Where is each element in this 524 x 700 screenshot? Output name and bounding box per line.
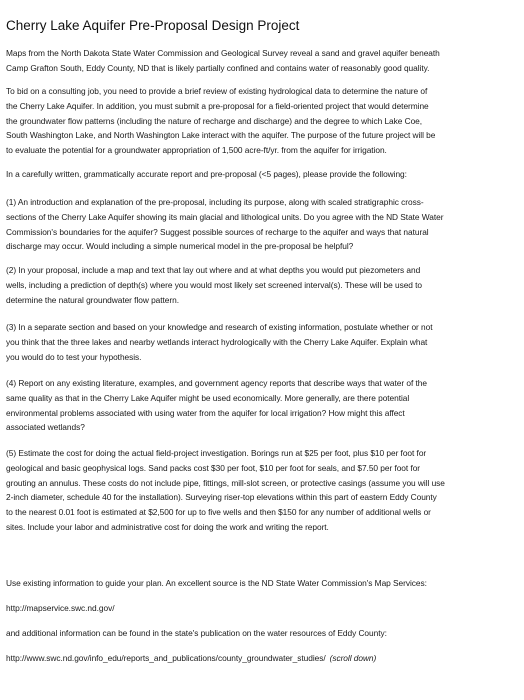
text-line: the Cherry Lake Aquifer. In addition, you must submit a pre-proposal for a field-oriented project that would determine xyxy=(6,100,429,111)
text-line: (2) In your proposal, include a map and text that lay out where and at what depths you would put piezometers and xyxy=(6,265,421,275)
text-line: associated wetlands? xyxy=(6,422,85,433)
text-line: (3) In a separate section and based on your knowledge and research of existing information, postulate whether or not xyxy=(6,322,433,332)
page-title: Cherry Lake Aquifer Pre-Proposal Design Project xyxy=(6,18,300,33)
text-line: grouting an annulus. These costs do not include pipe, fittings, mill-slot screen, or protective casings (assume you will use xyxy=(6,477,445,488)
text-line: (4) Report on any existing literature, examples, and government agency reports that describe ways that water of the xyxy=(6,378,427,388)
text-line: Use existing information to guide your plan. An excellent source is the ND State Water Commission's Map Services: xyxy=(6,578,427,588)
text-line: to the nearest 0.01 foot is estimated at $2,500 for up to five wells and then $150 for any number of additional wells or xyxy=(6,507,431,518)
text-line: In a carefully written, grammatically accurate report and pre-proposal (<5 pages), please provide the following: xyxy=(6,169,407,179)
text-line: wells, including a prediction of depth(s) where you would most likely set screened interval(s). These will be used to xyxy=(6,279,423,290)
document-page xyxy=(6,0,522,700)
scroll-down-note: (scroll down) xyxy=(329,653,377,663)
item-1-paragraph xyxy=(6,195,518,254)
text-line: South Washington Lake, and North Washington Lake interact with the aquifer. The purpose of the future project will be xyxy=(6,130,436,141)
text-line: you think that the three lakes and nearby wetlands interact hydrologically with the Cherry Lake Aquifer. Explain what xyxy=(6,336,428,347)
text-line: sections of the Cherry Lake Aquifer showing its main glacial and lithological units. Do you agree with the ND State Water xyxy=(6,211,444,222)
text-line: sites. Include your labor and administrative cost for doing the work and writing the report. xyxy=(6,521,329,532)
text-line: Maps from the North Dakota State Water Commission and Geological Survey reveal a sand and gravel aquifer beneath xyxy=(6,48,440,58)
item-3-paragraph xyxy=(6,320,518,364)
text-line: you would do to test your hypothesis. xyxy=(6,351,142,362)
text-line: geological and basic geophysical logs. Sand packs cost $30 per foot, $10 per foot for seals, and $7.50 per foot for xyxy=(6,462,421,473)
text-line: Camp Grafton South, Eddy County, ND that is likely partially confined and contains water of reasonably good quality. xyxy=(6,62,430,73)
item-2-paragraph xyxy=(6,263,518,307)
text-line: discharge may occur. Would including a simple numerical model in the pre-proposal be helpful? xyxy=(6,241,354,252)
text-line: environmental problems associated with using water from the aquifer for local irrigation? How might this affect xyxy=(6,407,405,418)
bid-paragraph xyxy=(6,84,518,158)
text-line: (5) Estimate the cost for doing the actual field-project investigation. Borings run at $25 per foot, plus $10 per foot for xyxy=(6,448,427,458)
resources-intro xyxy=(6,576,518,591)
text-line: and additional information can be found in the state's publication on the water resources of Eddy County: xyxy=(6,628,387,638)
item-5-paragraph xyxy=(6,446,518,535)
resources-more xyxy=(6,626,518,641)
text-line: 2-inch diameter, schedule 40 for the installation). Surveying riser-top elevations within this part of eastern Eddy County xyxy=(6,492,437,503)
text-line: Commission's boundaries for the aquifer? Suggest possible sources of recharge to the aquifer and ways that natural xyxy=(6,226,429,237)
map-services-link-row xyxy=(6,601,518,616)
instruction-paragraph xyxy=(6,167,518,182)
intro-paragraph xyxy=(6,46,518,76)
text-line: the groundwater flow patterns (including the nature of recharge and discharge) and the degree to which Lake Coe, xyxy=(6,115,423,126)
county-studies-link-row xyxy=(6,651,518,666)
county-studies-link[interactable]: http://www.swc.nd.gov/info_edu/reports_and_publications/county_groundwater_studies/ xyxy=(6,653,326,663)
text-line: To bid on a consulting job, you need to provide a brief review of existing hydrological data to determine the nature of xyxy=(6,86,428,96)
item-4-paragraph xyxy=(6,376,518,435)
map-services-link[interactable]: http://mapservice.swc.nd.gov/ xyxy=(6,603,115,613)
text-line: same quality as that in the Cherry Lake Aquifer might be used economically. More generally, are there potential xyxy=(6,392,410,403)
text-line: to evaluate the potential for a groundwater appropriation of 1,500 acre-ft/yr. from the aquifer for irrigation. xyxy=(6,145,387,156)
text-line: determine the natural groundwater flow pattern. xyxy=(6,294,179,305)
text-line: (1) An introduction and explanation of the pre-proposal, including its purpose, along with scaled stratigraphic cross- xyxy=(6,197,424,207)
